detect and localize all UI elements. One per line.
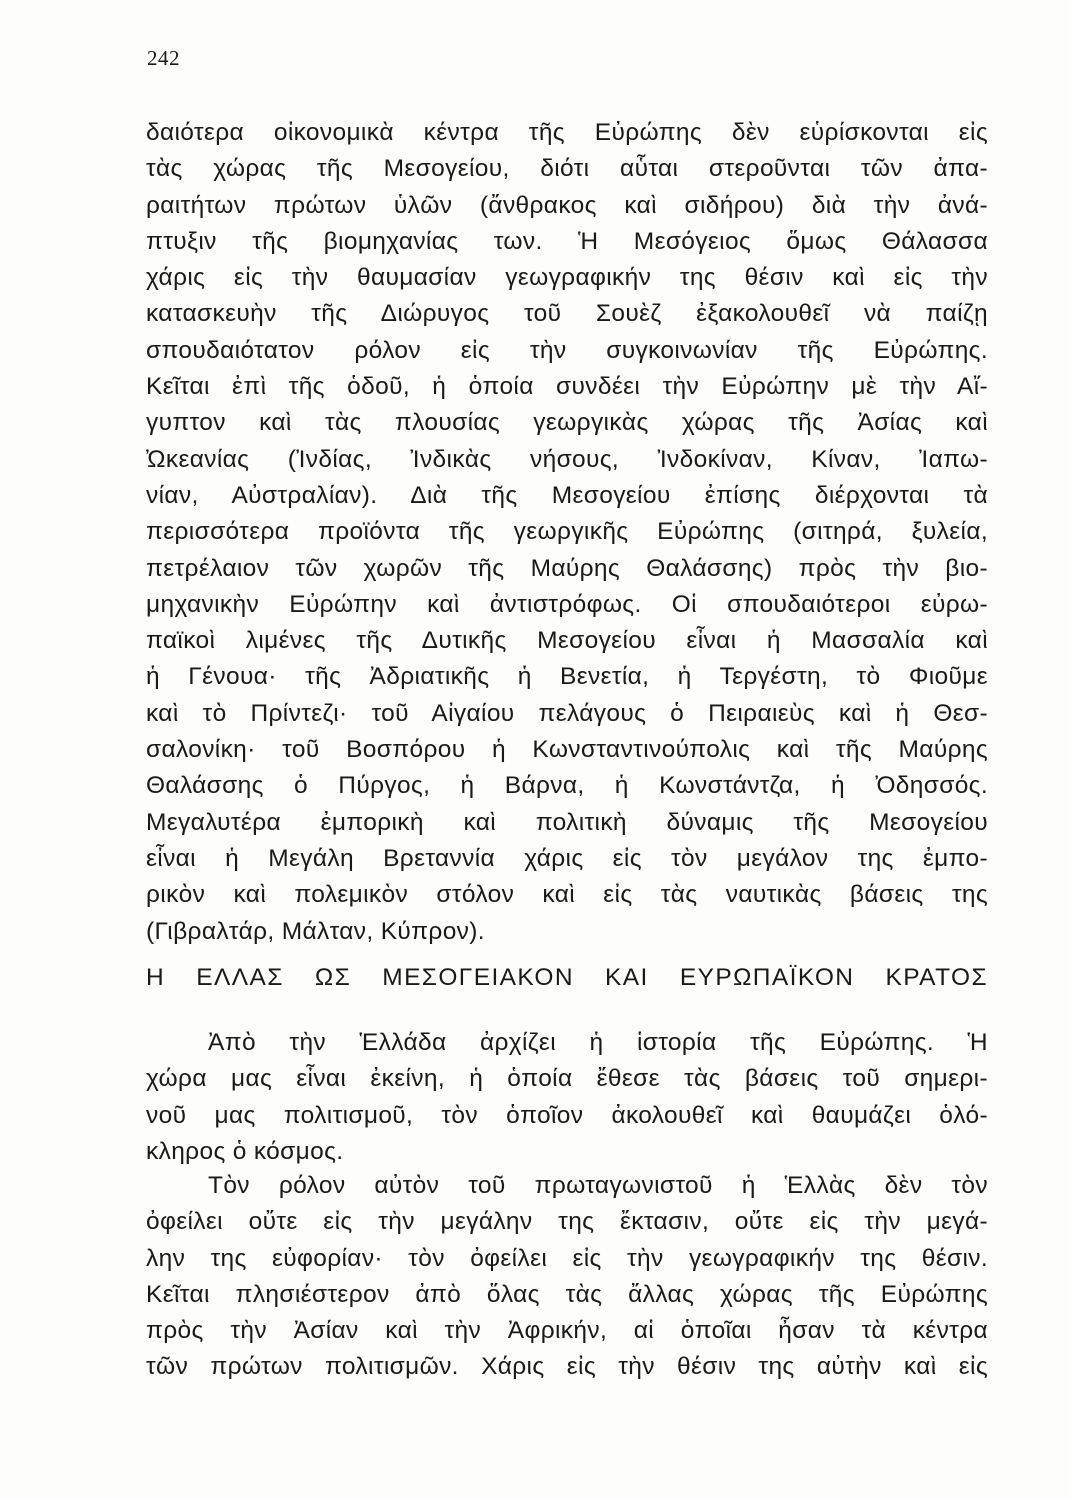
text-line: Μεγαλυτέρα ἐμπορικὴ καὶ πολιτικὴ δύναμις τῆς Μεσογείου — [146, 808, 988, 836]
text-line: Τὸν ρόλον αὐτὸν τοῦ πρωταγωνιστοῦ ἡ Ἑλλὰς δὲν τὸν — [208, 1172, 988, 1199]
text-line: ὀφείλει οὔτε εἰς τὴν μεγάλην της ἔκτασιν, οὔτε εἰς τὴν μεγά- — [146, 1208, 988, 1236]
text-line: σαλονίκη· τοῦ Βοσπόρου ἡ Κωνσταντινούπολις καὶ τῆς Μαύρης — [146, 736, 988, 764]
text-line: δαιότερα οἰκονομικὰ κέντρα τῆς Εὐρώπης δὲν εὑρίσκονται εἰς — [146, 119, 988, 146]
text-line: περισσότερα προϊόντα τῆς γεωργικῆς Εὐρώπης (σιτηρά, ξυλεία, — [146, 518, 988, 546]
text-line: πτυξιν τῆς βιομηχανίας των. Ἡ Μεσόγειος ὅμως Θάλασσα — [146, 227, 988, 255]
text-line: Ἀπὸ τὴν Ἑλλάδα ἀρχίζει ἡ ἱστορία τῆς Εὐρώπης. Ἡ — [208, 1029, 988, 1056]
text-line: νίαν, Αὐστραλίαν). Διὰ τῆς Μεσογείου ἐπίσης διέρχονται τὰ — [146, 481, 988, 509]
text-line: Κεῖται ἐπὶ τῆς ὁδοῦ, ἡ ὁποία συνδέει τὴν Εὐρώπην μὲ τὴν Αἴ- — [146, 373, 988, 401]
text-line: εἶναι ἡ Μεγάλη Βρεταννία χάρις εἰς τὸν μεγάλον της ἐμπο- — [146, 844, 988, 872]
text-line: Κεῖται πλησιέστερον ἀπὸ ὅλας τὰς ἄλλας χώρας τῆς Εὐρώπης — [146, 1280, 988, 1308]
text-line: νοῦ μας πολιτισμοῦ, τὸν ὁποῖον ἀκολουθεῖ καὶ θαυμάζει ὁλό- — [146, 1101, 988, 1129]
text-line: χάρις εἰς τὴν θαυμασίαν γεωγραφικήν της θέσιν καὶ εἰς τὴν — [146, 264, 988, 292]
text-line: ἡ Γένουα· τῆς Ἀδριατικῆς ἡ Βενετία, ἡ Τεργέστη, τὸ Φιοῦμε — [146, 663, 988, 691]
text-line: μηχανικὴν Εὐρώπην καὶ ἀντιστρόφως. Οἱ σπουδαιότεροι εὐρω- — [146, 590, 988, 618]
text-line: (Γιβραλτάρ, Μάλταν, Κύπρον). — [146, 917, 485, 945]
text-line: σπουδαιότατον ρόλον εἰς τὴν συγκοινωνίαν τῆς Εὐρώπης. — [146, 336, 988, 364]
text-line: κληρος ὁ κόσμος. — [146, 1137, 344, 1165]
text-line: χώρα μας εἶναι ἐκείνη, ἡ ὁποία ἔθεσε τὰς βάσεις τοῦ σημερι- — [146, 1065, 988, 1093]
text-line: πρὸς τὴν Ἀσίαν καὶ τὴν Ἀφρικήν, αἱ ὁποῖαι ἦσαν τὰ κέντρα — [146, 1317, 988, 1345]
text-line: παϊκοὶ λιμένες τῆς Δυτικῆς Μεσογείου εἶναι ἡ Μασσαλία καὶ — [146, 627, 988, 655]
text-line: ρικὸν καὶ πολεμικὸν στόλον καὶ εἰς τὰς ναυτικὰς βάσεις της — [146, 881, 988, 909]
text-line: γυπτον καὶ τὰς πλουσίας γεωργικὰς χώρας τῆς Ἀσίας καὶ — [146, 409, 988, 437]
section-heading: Η ΕΛΛΑΣ ΩΣ ΜΕΣΟΓΕΙΑΚΟΝ ΚΑΙ ΕΥΡΩΠΑΪΚΟΝ ΚΡΑΤΟΣ — [146, 964, 988, 991]
text-line: Ὠκεανίας (Ἰνδίας, Ἰνδικὰς νήσους, Ἰνδοκίναν, Κίναν, Ἰαπω- — [146, 445, 988, 473]
text-line: Θαλάσσης ὁ Πύργος, ἡ Βάρνα, ἡ Κωνστάντζα, ἡ Ὀδησσός. — [146, 772, 988, 800]
text-line: τῶν πρώτων πολιτισμῶν. Χάρις εἰς τὴν θέσιν της αὐτὴν καὶ εἰς — [146, 1353, 988, 1381]
text-line: πετρέλαιον τῶν χωρῶν τῆς Μαύρης Θαλάσσης) πρὸς τὴν βιο- — [146, 554, 988, 582]
text-line: τὰς χώρας τῆς Μεσογείου, διότι αὗται στεροῦνται τῶν ἀπα- — [146, 155, 988, 183]
text-line: κατασκευὴν τῆς Διώρυγος τοῦ Σουὲζ ἐξακολουθεῖ νὰ παίζῃ — [146, 300, 988, 328]
paragraph-mediterranean-economy — [146, 115, 988, 950]
page-number: 242 — [147, 46, 180, 70]
text-line: καὶ τὸ Πρίντεζι· τοῦ Αἰγαίου πελάγους ὁ Πειραιεὺς καὶ ἡ Θεσ- — [146, 699, 988, 727]
paragraph-greece-position — [146, 1168, 988, 1386]
text-line: ραιτήτων πρώτων ὑλῶν (ἄνθρακος καὶ σιδήρου) διὰ τὴν ἀνά- — [146, 191, 988, 219]
text-line: λην της εὐφορίαν· τὸν ὀφείλει εἰς τὴν γεωγραφικήν της θέσιν. — [146, 1244, 988, 1272]
paragraph-greece-origin — [146, 1025, 988, 1170]
